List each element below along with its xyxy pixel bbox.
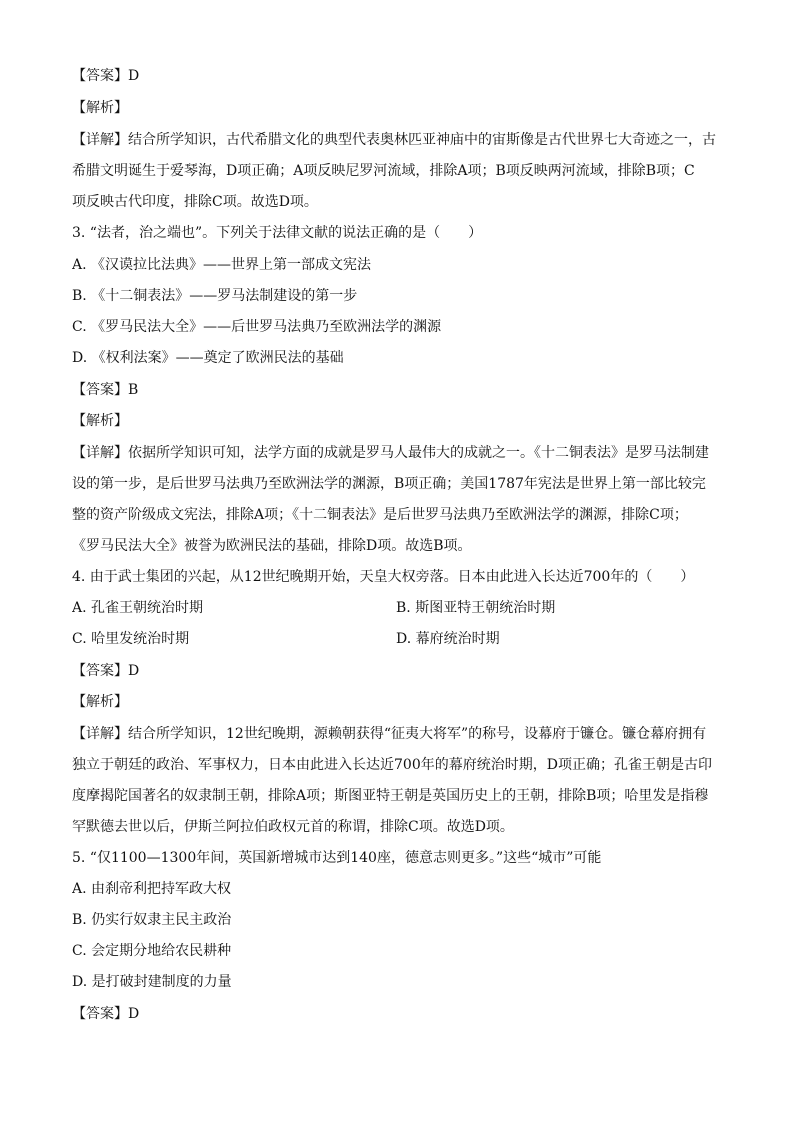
answer-label: 【答案】B bbox=[72, 382, 139, 398]
analysis-label: 【解析】 bbox=[72, 413, 128, 429]
explanation-text: 《罗马民法大全》被誉为欧洲民法的基础，排除D项。故选B项。 bbox=[72, 538, 472, 554]
option-d: D. 是打破封建制度的力量 bbox=[72, 974, 232, 990]
explanation-text: 希腊文明诞生于爱琴海，D项正确；A项反映尼罗河流域，排除A项；B项反映两河流域，排除B项；C bbox=[72, 163, 695, 179]
option-c: C. 《罗马民法大全》——后世罗马法典乃至欧洲法学的渊源 bbox=[72, 319, 442, 335]
option-b: B. 斯图亚特王朝统治时期 bbox=[396, 600, 556, 616]
explanation-text: 【详解】依据所学知识可知，法学方面的成就是罗马人最伟大的成就之一。《十二铜表法》是罗马法制建 bbox=[72, 445, 709, 461]
explanation-text: 罕默德去世以后，伊斯兰阿拉伯政权元首的称谓，排除C项。故选D项。 bbox=[72, 819, 514, 835]
option-a: A. 孔雀王朝统治时期 bbox=[72, 600, 204, 616]
explanation-text: 整的资产阶级成文宪法，排除A项；《十二铜表法》是后世罗马法典乃至欧洲法学的渊源，排除C项； bbox=[72, 507, 688, 523]
option-a: A. 由刹帝利把持军政大权 bbox=[72, 881, 232, 897]
answer-label: 【答案】D bbox=[72, 663, 140, 679]
option-d: D. 幕府统治时期 bbox=[396, 631, 500, 647]
explanation-text: 独立于朝廷的政治、军事权力，日本由此进入长达近700年的幕府统治时期，D项正确；孔雀王朝是古印 bbox=[72, 757, 712, 773]
answer-label: 【答案】D bbox=[72, 68, 140, 84]
question-stem: 5. “仅1100—1300年间，英国新增城市达到140座，德意志则更多。”这些“城市”可能 bbox=[72, 850, 602, 866]
option-b: B. 《十二铜表法》——罗马法制建设的第一步 bbox=[72, 288, 358, 304]
option-c: C. 哈里发统治时期 bbox=[72, 631, 190, 647]
explanation-text: 度摩揭陀国著名的奴隶制王朝，排除A项；斯图亚特王朝是英国历史上的王朝，排除B项；哈里发是指穆 bbox=[72, 788, 709, 804]
question-stem: 4. 由于武士集团的兴起，从12世纪晚期开始，天皇大权旁落。日本由此进入长达近700年的（ ） bbox=[72, 569, 695, 585]
option-b: B. 仍实行奴隶主民主政治 bbox=[72, 912, 232, 928]
question-stem: 3. “法者，治之端也”。下列关于法律文献的说法正确的是（ ） bbox=[72, 225, 483, 241]
option-d: D. 《权利法案》——奠定了欧洲民法的基础 bbox=[72, 350, 344, 366]
explanation-text: 设的第一步，是后世罗马法典乃至欧洲法学的渊源，B项正确；美国1787年宪法是世界上第一部比较完 bbox=[72, 476, 706, 492]
option-a: A. 《汉谟拉比法典》——世界上第一部成文宪法 bbox=[72, 257, 372, 273]
answer-label: 【答案】D bbox=[72, 1006, 140, 1022]
option-c: C. 会定期分地给农民耕种 bbox=[72, 943, 232, 959]
analysis-label: 【解析】 bbox=[72, 100, 128, 116]
analysis-label: 【解析】 bbox=[72, 694, 128, 710]
explanation-text: 【详解】结合所学知识，12世纪晚期，源赖朝获得“征夷大将军”的称号，设幕府于镰仓。镰仓幕府拥有 bbox=[72, 726, 707, 742]
explanation-text: 【详解】结合所学知识，古代希腊文化的典型代表奥林匹亚神庙中的宙斯像是古代世界七大奇迹之一，古 bbox=[72, 132, 716, 148]
explanation-text: 项反映古代印度，排除C项。故选D项。 bbox=[72, 194, 318, 210]
